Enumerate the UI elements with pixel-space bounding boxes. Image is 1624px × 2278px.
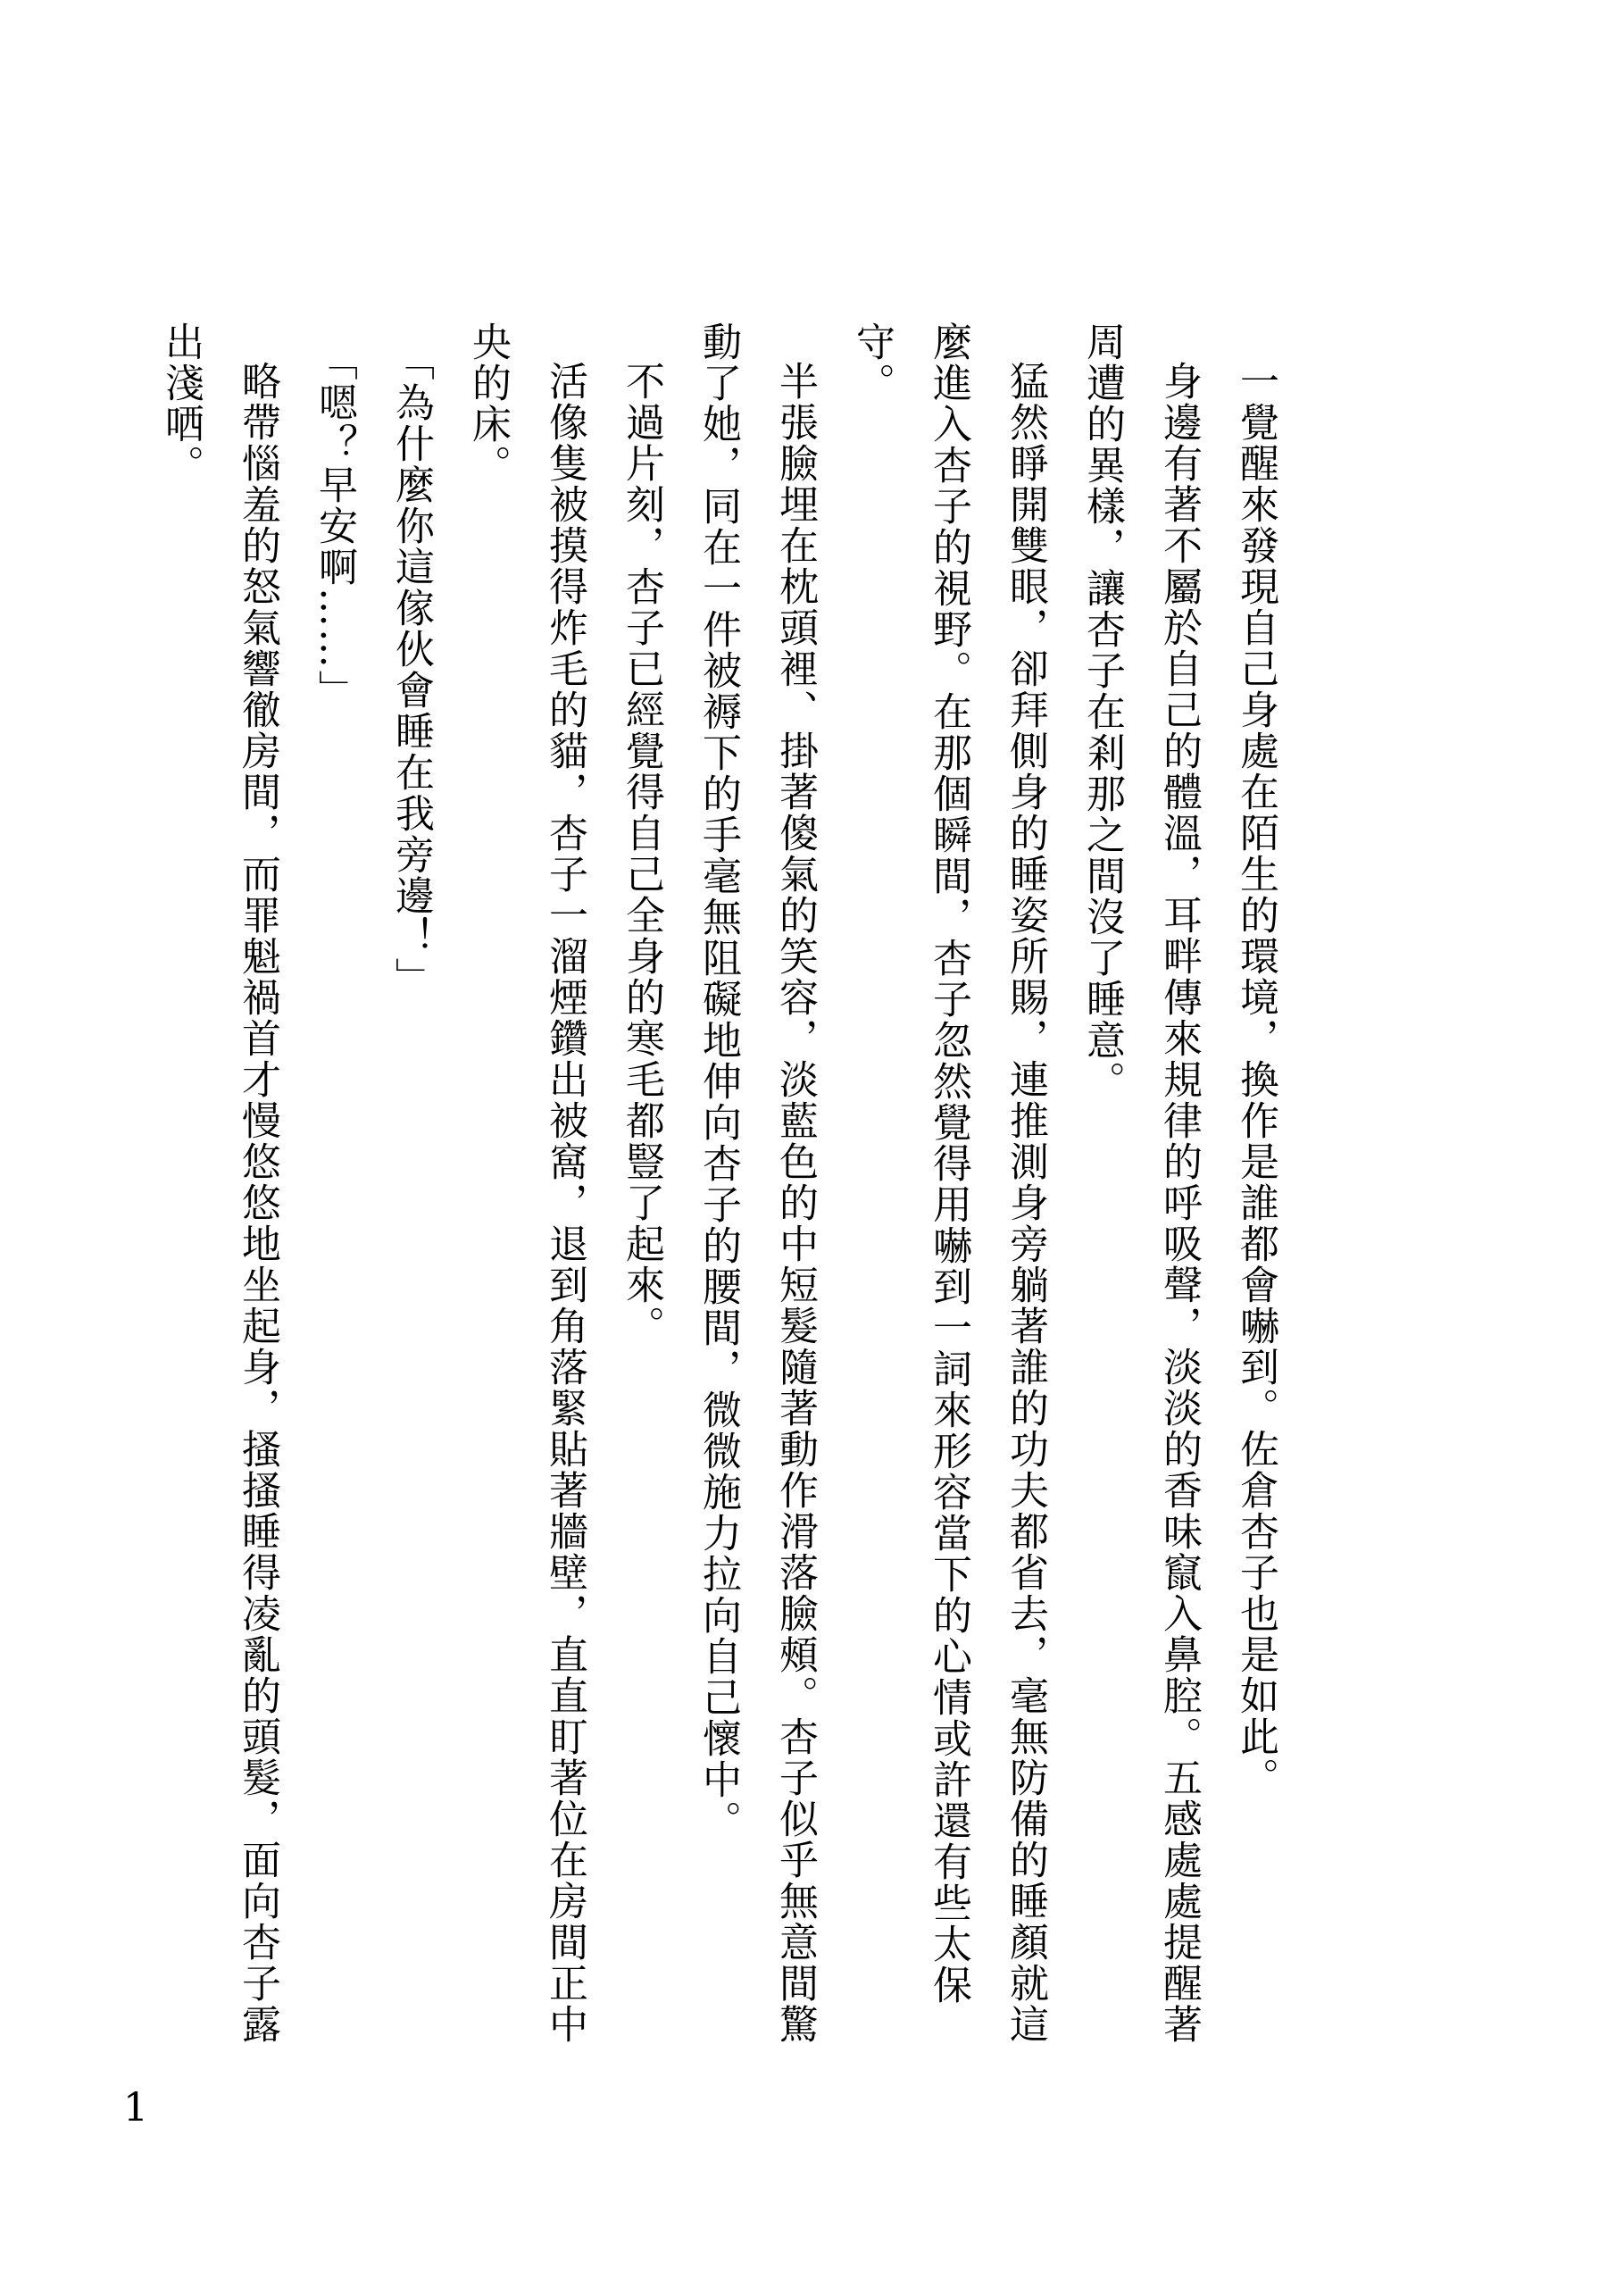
vertical-text-body [142, 321, 1294, 2072]
page-number: 1 [123, 2085, 148, 2131]
paragraph-5: 不過片刻，杏子已經覺得自己全身的寒毛都豎了起來。 [619, 361, 664, 1347]
paragraph-4: 半張臉埋在枕頭裡、掛著傻氣的笑容，淡藍色的中短髮隨著動作滑落臉頰。杏子似乎無意間驚動了她，同在一件被褥下的手毫無阻礙地伸向杏子的腰間，微微施力拉向自己懷中。 [695, 321, 818, 2045]
paragraph-2: 身邊有著不屬於自己的體溫，耳畔傳來規律的呼吸聲，淡淡的香味竄入鼻腔。五感處處提醒著周遭的異樣，讓杏子在剎那之間沒了睡意。 [1079, 321, 1202, 2045]
dialog-line-1: 「為什麼你這傢伙會睡在我旁邊！」 [388, 341, 434, 998]
dialog-line-2: 「嗯？早安啊……」 [312, 341, 357, 711]
paragraph-6: 活像隻被摸得炸毛的貓，杏子一溜煙鑽出被窩，退到角落緊貼著牆壁，直直盯著位在房間正中央的床。 [465, 321, 587, 2045]
paragraph-1: 一覺醒來發現自己身處在陌生的環境，換作是誰都會嚇到。佐倉杏子也是如此。 [1233, 361, 1278, 1798]
paragraph-7: 略帶惱羞的怒氣響徹房間，而罪魁禍首才慢悠悠地坐起身，搔搔睡得凌亂的頭髮，面向杏子露出淺哂。 [158, 321, 280, 2045]
paragraph-3: 猛然睜開雙眼，卻拜側身的睡姿所賜，連推測身旁躺著誰的功夫都省去，毫無防備的睡顏就這麼進入杏子的視野。在那個瞬間，杏子忽然覺得用嚇到一詞來形容當下的心情或許還有些太保守。 [849, 321, 1048, 2045]
